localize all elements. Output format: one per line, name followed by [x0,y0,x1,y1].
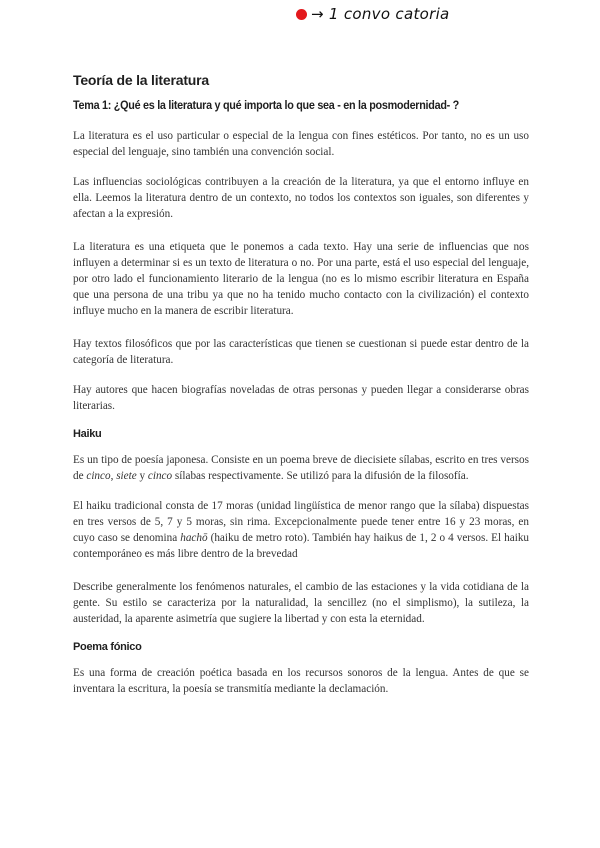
section-heading-haiku: Haiku [73,428,102,440]
paragraph: Es una forma de creación poética basada en los recursos sonoros de la lengua. Antes de que se inventara la escritura, la poesía se transmitía mediante la declamación. [73,667,529,695]
red-dot-icon [296,9,307,20]
paragraph: Hay textos filosóficos que por las características que tienen se cuestionan si puede estar dentro de la categoría de literatura. [73,338,529,366]
annotation-text: → 1 convo catoria [311,5,450,23]
paragraph: La literatura es el uso particular o especial de la lengua con fines estéticos. Por tanto, no es un uso especial del lenguaje, sino también una convención social. [73,130,529,158]
paragraph: Las influencias sociológicas contribuyen a la creación de la literatura, ya que el entorno influye en ella. Leemos la literatura dentro de un contexto, no todos los contextos son iguales, son diferentes y afectan a la expresión. [73,176,529,220]
section-heading-poema-fonico: Poema fónico [73,641,142,653]
paragraph: Hay autores que hacen biografías noveladas de otras personas y pueden llegar a considerarse obras literarias. [73,384,529,412]
document-title: Teoría de la literatura [73,72,209,88]
paragraph: Es un tipo de poesía japonesa. Consiste en un poema breve de diecisiete sílabas, escrito en tres versos de cinco, siete y cinco sílabas respectivamente. Se utilizó para la difusión de la filosofía. [73,454,529,482]
paragraph: El haiku tradicional consta de 17 moras (unidad lingüística de menor rango que la sílaba) dispuestas en tres versos de 5, 7 y 5 moras, sin rima. Excepcionalmente puede tener entre 16 y 23 moras, en cuyo caso se denomina hachō (haiku de metro roto). También hay haikus de 1, 2 o 4 versos. El haiku contemporáneo es más libre dentro de la brevedad [73,500,530,560]
document-page [73,72,529,711]
paragraph: La literatura es una etiqueta que le ponemos a cada texto. Hay una serie de influencias que nos influyen a determinar si es un texto de literatura o no. Por una parte, está el uso especial del lenguaje, por otro lado el funcionamiento literario de la lengua (no es lo mismo escribir literatura en España que una persona de una tribu ya que no ha tenido mucho contacto con la civilización) el contexto influye mucho en la manera de escribir literatura. [73,241,529,317]
document-subtitle: Tema 1: ¿Qué es la literatura y qué importa lo que sea - en la posmodernidad- ? [73,100,460,112]
paragraph: Describe generalmente los fenómenos naturales, el cambio de las estaciones y la vida cotidiana de la gente. Su estilo se caracteriza por la naturalidad, la sencillez (no el simplismo), la sutileza, la austeridad, la aparente asimetría que sugiere la libertad y con esta la eternidad. [73,581,529,625]
handwritten-annotation [296,2,450,26]
